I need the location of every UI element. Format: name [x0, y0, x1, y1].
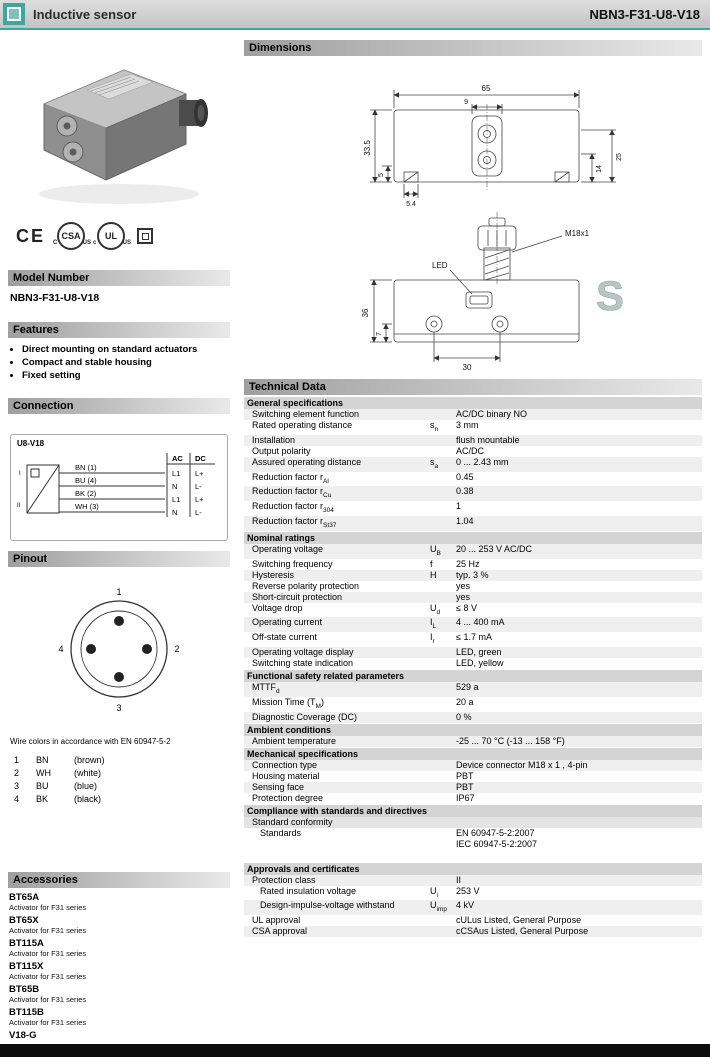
feature-item: • Fixed setting	[22, 369, 230, 382]
td-row	[244, 516, 702, 531]
section-model-number: Model Number	[8, 270, 230, 286]
td-row	[244, 828, 702, 850]
accessory-item	[9, 915, 230, 935]
td-row-value: 4 kV	[456, 900, 475, 911]
conn-dc-2: L+	[195, 495, 204, 504]
section-connection: Connection	[8, 398, 230, 414]
td-row-label: CSA approval	[252, 926, 308, 937]
td-group-heading: Mechanical specifications	[244, 748, 702, 760]
ul-mark-icon	[93, 222, 132, 250]
td-row-symbol: $U_B$	[430, 543, 441, 557]
td-row-label: Operating voltage	[252, 543, 324, 554]
wire-wpin: 1	[14, 755, 20, 765]
conn-mark-1: I	[19, 471, 21, 477]
features-list	[22, 343, 230, 382]
accessories-list	[8, 892, 230, 1041]
td-row-symbol	[430, 446, 456, 457]
td-row	[244, 817, 702, 828]
td-row	[244, 771, 702, 782]
csa-mark-icon	[53, 222, 92, 250]
accessory-description: Activator for F31 series	[9, 903, 87, 912]
td-row	[244, 409, 702, 420]
td-row-label: Short-circuit protection	[252, 591, 343, 602]
td-row-value	[456, 817, 702, 828]
td-row-symbol: f	[430, 558, 433, 569]
td-row-symbol	[430, 760, 456, 771]
accessory-description: Activator for F31 series	[9, 995, 87, 1004]
accessory-name: BT65X	[9, 915, 39, 926]
accessory-description: Activator for F31 series	[9, 1018, 87, 1027]
td-row-value: 3 mm	[456, 420, 479, 430]
td-row-symbol	[430, 409, 456, 420]
dim-25: 25	[616, 153, 623, 161]
dim-30: 30	[462, 363, 472, 372]
td-row	[244, 544, 702, 559]
feature-item: • Compact and stable housing	[22, 356, 230, 369]
td-row-value: LED, yellow	[456, 657, 504, 668]
dim-m18x1: M18x1	[565, 229, 590, 238]
accessory-item	[9, 1030, 230, 1041]
td-row-value: Device connector M18 x 1 , 4-pin	[456, 759, 588, 770]
td-row-symbol	[430, 647, 456, 658]
section-technical-data: Technical Data	[244, 379, 702, 395]
wire-wcode: WH	[36, 768, 51, 778]
td-group-heading: General specifications	[244, 397, 702, 409]
product-photo	[8, 46, 230, 214]
td-row-label: Operating voltage display	[252, 646, 354, 657]
csa-text: CSA	[61, 231, 81, 241]
accessory-item	[9, 984, 230, 1004]
td-row-label: Reduction factor $r_{304}$	[252, 501, 334, 514]
pinout-diagram	[53, 583, 185, 715]
section-pinout: Pinout	[8, 551, 230, 567]
dim-7: 7	[376, 332, 383, 336]
accessory-item	[9, 961, 230, 981]
part-number: NBN3-F31-U8-V18	[589, 6, 700, 22]
td-row-value: II	[456, 874, 462, 885]
wire-wcolor: (brown)	[74, 755, 105, 765]
td-row-symbol	[430, 712, 456, 723]
section-features: Features	[8, 322, 230, 338]
td-row	[244, 446, 702, 457]
td-row-value: typ. 3 %	[456, 569, 489, 580]
conn-ac-0: L1	[172, 469, 181, 478]
conn-ac-1: N	[172, 482, 178, 491]
td-row	[244, 782, 702, 793]
td-row	[244, 658, 702, 669]
td-row	[244, 581, 702, 592]
td-row-symbol	[430, 658, 456, 669]
td-row-value: yes	[456, 591, 471, 602]
wire-color-row	[14, 754, 230, 767]
td-row-value: cULus Listed, General Purpose	[456, 915, 582, 926]
td-row-symbol: $s_n$	[430, 420, 439, 433]
dim-36: 36	[361, 308, 370, 318]
td-row-value: 1	[456, 501, 462, 512]
td-row	[244, 875, 702, 886]
td-row-symbol	[430, 486, 456, 501]
td-row-symbol	[430, 817, 456, 828]
page-header	[0, 0, 710, 30]
td-row-value: cCSAus Listed, General Purpose	[456, 926, 589, 937]
dim-5: 5	[378, 173, 385, 177]
accessory-name: BT115A	[9, 938, 44, 949]
conn-dc-3: L-	[195, 508, 202, 517]
footer-bar	[0, 1044, 710, 1057]
td-row-label: Rated operating distance	[252, 420, 353, 430]
pin-number-2: 2	[174, 644, 180, 654]
csa-us: US	[82, 240, 92, 246]
td-row-value: 20 ... 253 V AC/DC	[456, 543, 533, 554]
pin-number-3: 3	[116, 703, 122, 713]
td-row	[244, 712, 702, 723]
td-row	[244, 501, 702, 516]
td-row-label: Protection class	[252, 874, 316, 885]
wire-wcolor: (white)	[74, 768, 102, 778]
conn-mark-2: II	[17, 503, 21, 509]
td-row-symbol	[430, 915, 456, 926]
wire-wcode: BN	[36, 755, 49, 765]
feature-item: • Direct mounting on standard actuators	[22, 343, 230, 356]
td-row	[244, 886, 702, 901]
ul-text: UL	[105, 231, 118, 241]
td-row-label: Reduction factor $r_{St37}$	[252, 515, 337, 529]
td-group-heading: Nominal ratings	[244, 532, 702, 544]
td-row	[244, 697, 702, 712]
td-row-label: Reduction factor $r_{Al}$	[252, 471, 329, 485]
td-row-label: Switching element function	[252, 409, 360, 419]
td-row	[244, 570, 702, 581]
td-row-value: 0 ... 2.43 mm	[456, 456, 509, 467]
td-row	[244, 472, 702, 487]
dim-9: 9	[464, 99, 468, 106]
td-row-symbol	[430, 581, 456, 592]
right-column	[244, 40, 702, 1044]
td-row-symbol	[430, 682, 456, 697]
td-row	[244, 603, 702, 618]
td-row-symbol	[430, 828, 456, 850]
dim-65: 65	[481, 84, 491, 93]
td-row-label: Hysteresis	[252, 569, 295, 580]
td-row-label: Housing material	[252, 770, 320, 781]
dimensions-wrap	[244, 62, 702, 379]
td-row-label: Standards	[260, 827, 302, 838]
drawing-s-logo: S	[596, 272, 625, 319]
wire-label-bn: BN (1)	[75, 463, 97, 472]
accessory-description: Activator for F31 series	[9, 926, 87, 935]
section-accessories: Accessories	[8, 872, 230, 888]
td-row	[244, 435, 702, 446]
accessory-item	[9, 892, 230, 912]
td-row-symbol: $U_{imp}$	[430, 900, 447, 914]
accessory-name: BT65B	[9, 984, 40, 995]
td-row-symbol: $I_L$	[430, 617, 437, 631]
td-row-symbol: $s_a$	[430, 456, 439, 470]
table-spacer	[244, 850, 702, 862]
td-row	[244, 760, 702, 771]
td-row-label: Switching frequency	[252, 558, 333, 569]
td-row-label: Diagnostic Coverage (DC)	[252, 711, 358, 722]
td-row	[244, 486, 702, 501]
td-row	[244, 457, 702, 472]
protection-class-2-icon	[137, 228, 153, 244]
td-row-label: Rated insulation voltage	[260, 885, 357, 896]
td-row-label: Voltage drop	[252, 602, 303, 613]
td-row-symbol	[430, 697, 456, 712]
td-row-symbol: H	[430, 569, 437, 580]
pin-number-4: 4	[58, 644, 64, 654]
td-row	[244, 793, 702, 804]
td-row-label: Reverse polarity protection	[252, 580, 360, 591]
td-row-label: Reduction factor $r_{Cu}$	[252, 486, 332, 500]
td-row-symbol	[430, 592, 456, 603]
accessory-name: BT115X	[9, 961, 44, 972]
wire-label-wh: WH (3)	[75, 502, 99, 511]
conn-col-ac: AC	[172, 454, 183, 463]
td-row-value: ≤ 8 V	[456, 602, 477, 613]
wire-wcolor: (black)	[74, 794, 102, 804]
connection-diagram	[15, 449, 221, 533]
td-row-label: Mission Time $(T_M)$	[252, 696, 324, 710]
td-row-value: 25 Hz	[456, 558, 480, 569]
dim-14: 14	[596, 165, 603, 173]
td-row-symbol	[430, 875, 456, 886]
td-row-label: Off-state current	[252, 632, 317, 643]
wire-color-row	[14, 767, 230, 780]
td-row-value: 20 a	[456, 696, 474, 707]
td-row-symbol	[430, 793, 456, 804]
td-row-label: Switching state indication	[252, 657, 354, 668]
td-row	[244, 682, 702, 697]
td-row-value: PBT	[456, 770, 474, 781]
ul-c: c	[93, 240, 97, 246]
td-group-heading: Compliance with standards and directives	[244, 805, 702, 817]
td-row-symbol: $U_i$	[430, 885, 438, 899]
dim-5-4: 5.4	[406, 201, 416, 208]
technical-data-table	[244, 397, 702, 937]
td-row-symbol: $U_d$	[430, 602, 441, 616]
td-group-heading: Functional safety related parameters	[244, 670, 702, 682]
td-row-symbol	[430, 771, 456, 782]
dim-led: LED	[432, 261, 448, 270]
td-group-heading: Approvals and certificates	[244, 863, 702, 875]
td-row-value: yes	[456, 580, 471, 591]
model-number-value: NBN3-F31-U8-V18	[10, 292, 100, 304]
td-row-value: 1.04	[456, 515, 474, 526]
wire-wpin: 3	[14, 781, 20, 791]
accessory-item	[9, 1007, 230, 1027]
td-row-label: Assured operating distance	[252, 456, 362, 467]
td-row	[244, 647, 702, 658]
td-row-value: 529 a	[456, 681, 479, 692]
accessory-description: Activator for F31 series	[9, 949, 87, 958]
ce-mark-icon: CE	[16, 225, 46, 246]
brand-logo-inner	[7, 7, 21, 21]
conn-dc-0: L+	[195, 469, 204, 478]
td-row-label: $MTTF_d$	[252, 681, 280, 695]
wire-wcolor: (blue)	[74, 781, 98, 791]
td-row-value: flush mountable	[456, 434, 520, 445]
conn-ac-2: L1	[172, 495, 181, 504]
wire-label-bu: BU (4)	[75, 476, 97, 485]
td-row-symbol	[430, 782, 456, 793]
content-columns	[8, 40, 702, 1044]
td-row-value: 253 V	[456, 885, 480, 896]
td-row	[244, 926, 702, 937]
wire-color-note: Wire colors in accordance with EN 60947-5-2	[10, 737, 171, 746]
td-row-label: Operating current	[252, 617, 323, 628]
conn-dc-1: L-	[195, 482, 202, 491]
td-row-symbol	[430, 736, 456, 747]
td-row-value: 0.38	[456, 486, 474, 497]
td-row-label: Installation	[252, 434, 296, 445]
pin-number-1: 1	[116, 587, 122, 597]
td-row-label: Protection degree	[252, 792, 324, 803]
ul-us: US	[122, 240, 132, 246]
td-row	[244, 617, 702, 632]
wire-color-table	[14, 754, 230, 806]
dim-33-5: 33.5	[363, 140, 372, 156]
td-row-value: ≤ 1.7 mA	[456, 632, 492, 643]
accessory-name: BT65A	[9, 892, 40, 903]
td-row	[244, 632, 702, 647]
wire-wpin: 2	[14, 768, 20, 778]
accessory-name: V18-G	[9, 1030, 37, 1041]
td-row-symbol	[430, 516, 456, 531]
wire-label-bk: BK (2)	[75, 489, 97, 498]
td-row-symbol: $I_r$	[430, 632, 435, 645]
td-row-value: PBT	[456, 781, 474, 792]
td-row-value: 4 ... 400 mA	[456, 617, 505, 628]
conn-ac-3: N	[172, 508, 178, 517]
td-row-symbol	[430, 501, 456, 516]
td-row-value: AC/DC	[456, 445, 485, 456]
td-row	[244, 736, 702, 747]
wire-color-row	[14, 793, 230, 806]
td-row-symbol	[430, 472, 456, 487]
wire-wcode: BK	[36, 794, 49, 804]
td-row	[244, 592, 702, 603]
wire-wpin: 4	[14, 794, 20, 804]
section-dimensions: Dimensions	[244, 40, 702, 56]
conn-col-dc: DC	[195, 454, 206, 463]
accessory-item	[9, 938, 230, 958]
td-row-value: EN 60947-5-2:2007 IEC 60947-5-2:2007	[456, 827, 538, 849]
td-row-label: Ambient temperature	[252, 735, 337, 746]
pinout-wrap	[8, 583, 230, 715]
left-column	[8, 40, 230, 1044]
td-row-value: LED, green	[456, 646, 502, 657]
td-row-label: Design-impulse-voltage withstand	[260, 900, 395, 911]
td-row-label: UL approval	[252, 915, 301, 926]
accessory-name: BT115B	[9, 1007, 44, 1018]
td-row	[244, 915, 702, 926]
wire-color-row	[14, 780, 230, 793]
wire-wcode: BU	[36, 781, 49, 791]
sensor-photo-drawing	[19, 46, 219, 214]
td-row-label: Sensing face	[252, 781, 305, 792]
td-row-value: IP67	[456, 792, 475, 803]
accessory-description: Activator for F31 series	[9, 972, 87, 981]
brand-logo-icon	[3, 3, 25, 25]
td-row-label: Connection type	[252, 759, 318, 770]
td-row	[244, 420, 702, 435]
td-row-symbol	[430, 435, 456, 446]
csa-c: C	[53, 240, 58, 246]
td-row-symbol	[430, 926, 456, 937]
dimensions-drawing	[244, 62, 702, 374]
td-row-label: Output polarity	[252, 445, 311, 456]
certification-marks	[16, 218, 230, 254]
td-row-value: 0.45	[456, 471, 474, 482]
td-row	[244, 900, 702, 915]
td-row	[244, 559, 702, 570]
product-type-title: Inductive sensor	[33, 6, 137, 22]
connection-diagram-box	[10, 434, 228, 541]
td-group-heading: Ambient conditions	[244, 724, 702, 736]
td-row-value: AC/DC binary NO	[456, 409, 528, 419]
td-row-value: 0 %	[456, 711, 472, 722]
td-row-label: Standard conformity	[252, 816, 333, 827]
td-row-value: -25 ... 70 °C (-13 ... 158 °F)	[456, 735, 565, 746]
connection-diagram-label: U8-V18	[17, 439, 45, 448]
